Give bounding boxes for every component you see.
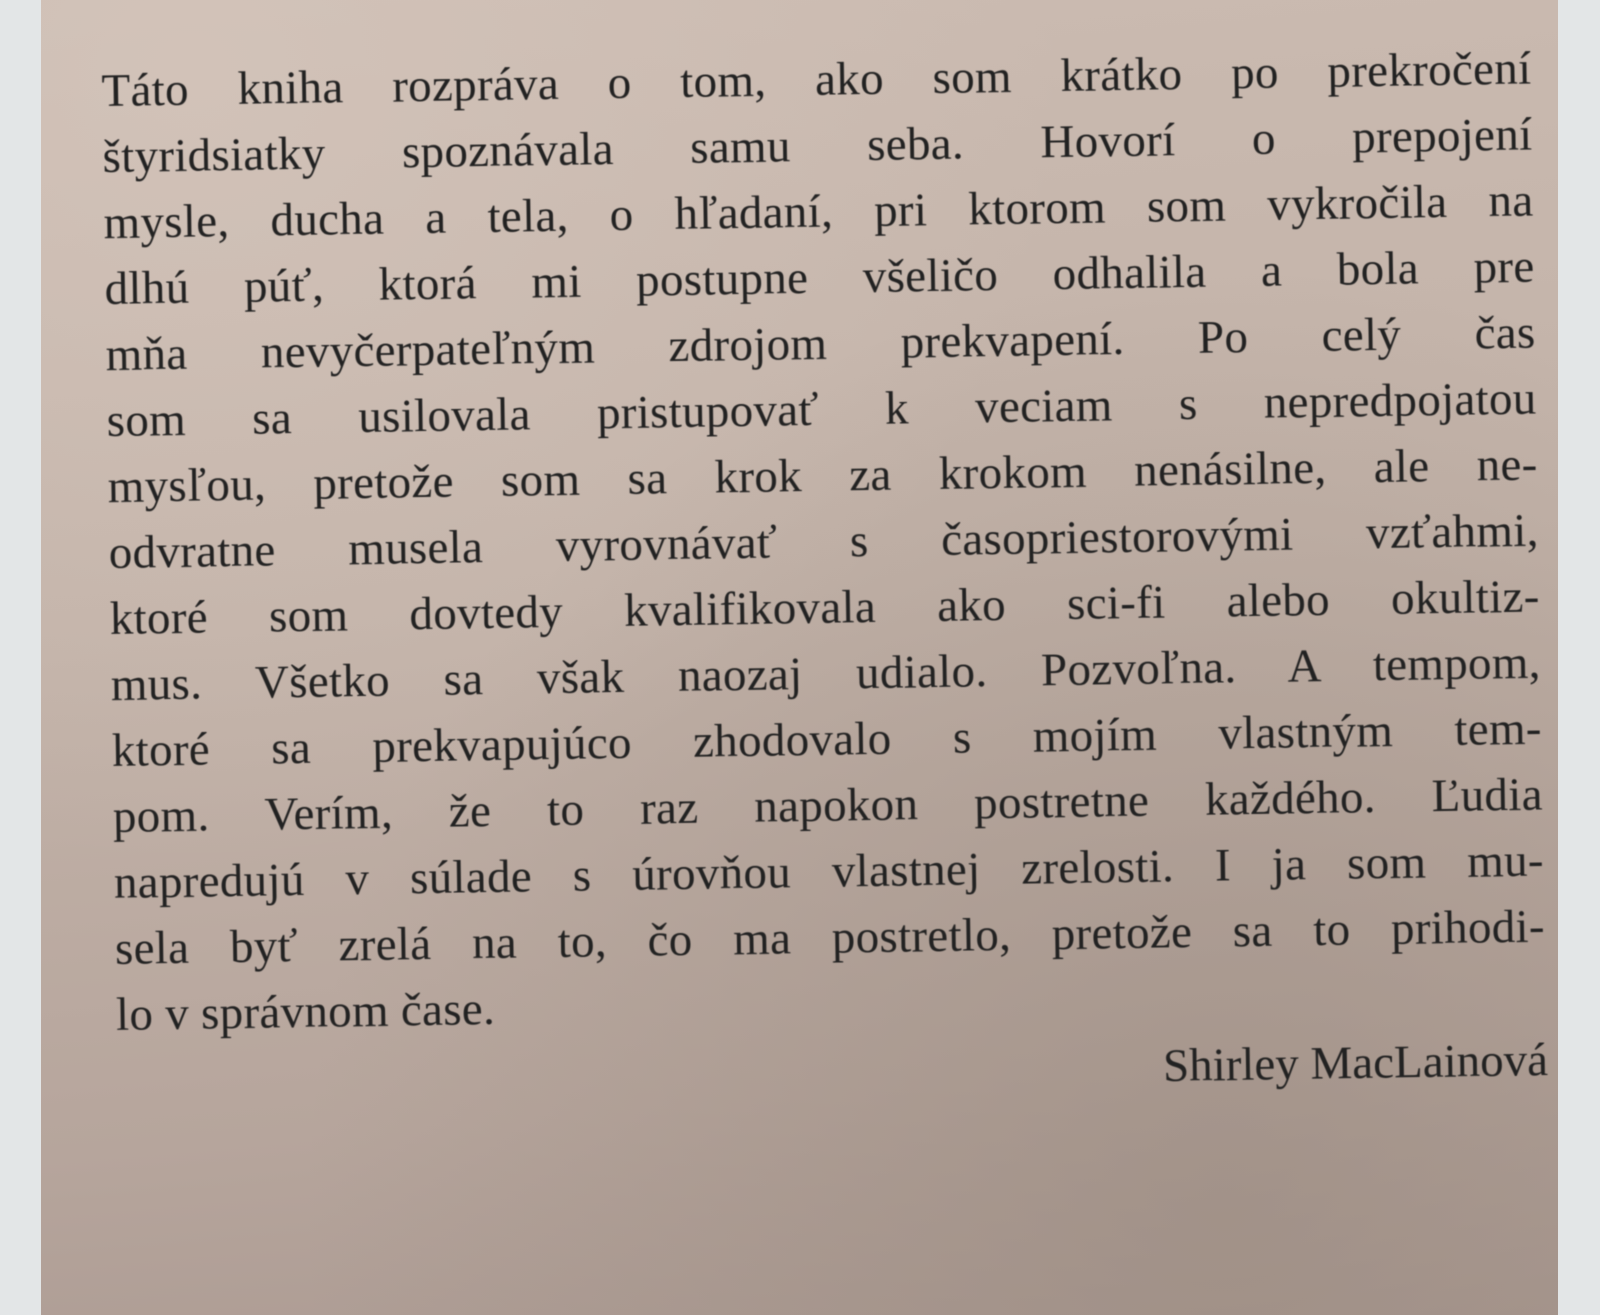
text-line: mysle, ducha a tela, o hľadaní, pri ktorom som vykročila na xyxy=(103,174,1534,249)
text-line: Táto kniha rozpráva o tom, ako som krátko po prekročení xyxy=(101,42,1532,117)
text-line: lo v správnom čase. xyxy=(115,982,496,1041)
text-line: mus. Všetko sa však naozaj udialo. Pozvoľna. A tempom, xyxy=(110,636,1542,711)
text-line: štyridsiatky spoznávala samu seba. Hovorí o prepojení xyxy=(102,108,1533,183)
text-line: napredujú v súlade s úrovňou vlastnej zrelosti. I ja som mu- xyxy=(113,834,1545,909)
text-line: ktoré sa prekvapujúco zhodovalo s mojím vlastným tem- xyxy=(111,702,1543,777)
body-text xyxy=(101,36,1546,1048)
text-line: mysľou, pretože som sa krok za krokom nenásilne, ale ne- xyxy=(107,438,1538,513)
text-line: som sa usilovala pristupovať k veciam s nepredpojatou xyxy=(106,372,1537,447)
text-line: odvratne musela vyrovnávať s časopriestorovými vzťahmi, xyxy=(108,504,1540,579)
text-line: pom. Verím, že to raz napokon postretne každého. Ľudia xyxy=(112,768,1544,843)
book-page xyxy=(41,0,1558,1315)
author-signature: Shirley MacLainová xyxy=(1162,1033,1549,1093)
text-line: sela byť zrelá na to, čo ma postretlo, pretože sa to prihodi- xyxy=(114,900,1546,975)
text-line: dlhú púť, ktorá mi postupne všeličo odhalila a bola pre xyxy=(104,240,1535,315)
text-line: mňa nevyčerpateľným zdrojom prekvapení. Po celý čas xyxy=(105,306,1536,381)
text-line: ktoré som dovtedy kvalifikovala ako sci-fi alebo okultiz- xyxy=(109,570,1541,645)
background-margin xyxy=(1558,0,1600,1315)
